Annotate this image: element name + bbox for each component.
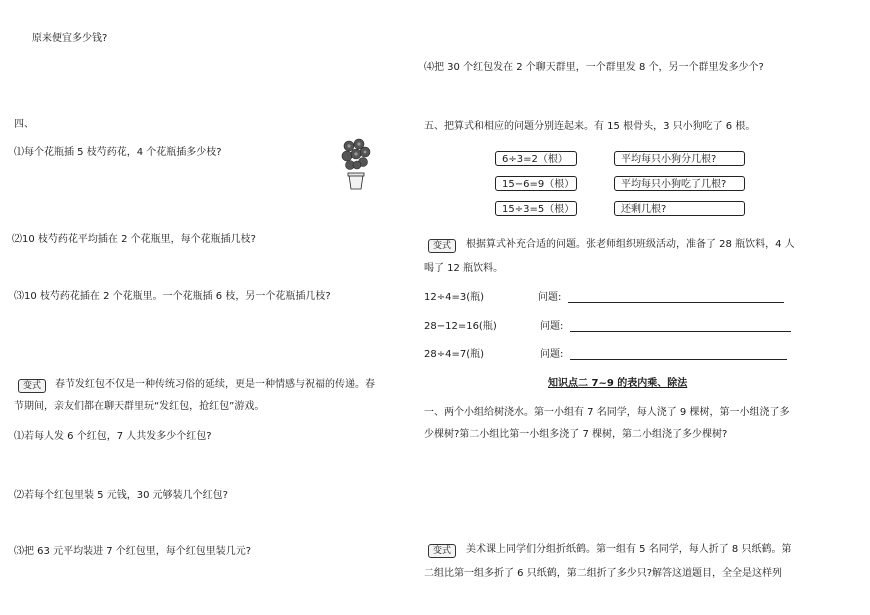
equation-1: 12÷4=3(瓶) xyxy=(424,292,485,303)
formula-box-2: 15−6=9（根） xyxy=(495,176,577,191)
section-one-line1: 一、两个小组给树浇水。第一小组有 7 名同学，每人浇了 9 棵树，第一小组浇了多 xyxy=(424,407,790,418)
answer-line-3[interactable] xyxy=(570,359,787,360)
question-continuation: 原来便宜多少钱? xyxy=(32,33,108,44)
variant2-text-line1: 根据算式补充合适的问题。张老师组织班级活动，准备了 28 瓶饮料，4 人 xyxy=(466,239,795,250)
formula-box-1: 6÷3=2（根） xyxy=(495,151,577,166)
equation-3: 28÷4=7(瓶) xyxy=(424,349,485,360)
question-4-4: ⑷把 30 个红包发在 2 个聊天群里，一个群里发 8 个，另一个群里发多少个? xyxy=(424,62,764,73)
section-five-title: 五、把算式和相应的问题分别连起来。有 15 根骨头，3 只小狗吃了 6 根。 xyxy=(424,121,756,132)
variant3-text-line1: 美术课上同学们分组折纸鹤。第一组有 5 名同学，每人折了 8 只纸鹤。第 xyxy=(466,544,792,555)
formula-box-3: 15÷3=5（根） xyxy=(495,201,577,216)
answer-line-1[interactable] xyxy=(568,302,784,303)
variant-question-1: ⑴若每人发 6 个红包，7 人共发多少个红包? xyxy=(14,431,212,442)
variant-text-line2: 节期间，亲友们都在聊天群里玩“发红包，抢红包”游戏。 xyxy=(14,401,265,412)
question-label-3: 问题: xyxy=(540,349,564,360)
question-4-3: ⑶10 枝芍药花插在 2 个花瓶里。一个花瓶插 6 枝，另一个花瓶插几枝? xyxy=(14,291,331,302)
equation-2: 28−12=16(瓶) xyxy=(424,321,497,332)
question-4-1: ⑴每个花瓶插 5 枝芍药花，4 个花瓶插多少枝? xyxy=(14,147,222,158)
variant-badge-2: 变式 xyxy=(428,239,456,253)
variant-text-line1: 春节发红包不仅是一种传统习俗的延续，更是一种情感与祝福的传递。春 xyxy=(55,379,375,390)
question-label-2: 问题: xyxy=(540,321,564,332)
variant-question-3: ⑶把 63 元平均装进 7 个红包里，每个红包里装几元? xyxy=(14,546,252,557)
variant2-text-line2: 喝了 12 瓶饮料。 xyxy=(424,263,504,274)
answer-line-2[interactable] xyxy=(570,331,791,332)
flower-pot-icon xyxy=(340,137,372,191)
section-one-line2: 少棵树?第二小组比第一小组多浇了 7 棵树，第二小组浇了多少棵树? xyxy=(424,429,728,440)
question-box-2: 平均每只小狗吃了几根? xyxy=(614,176,745,191)
knowledge-point-title: 知识点二 7~9 的表内乘、除法 xyxy=(548,378,688,389)
variant-badge: 变式 xyxy=(18,379,46,393)
question-box-3: 还剩几根? xyxy=(614,201,745,216)
variant-question-2: ⑵若每个红包里装 5 元钱，30 元够装几个红包? xyxy=(14,490,228,501)
variant-badge-3: 变式 xyxy=(428,544,456,558)
question-box-1: 平均每只小狗分几根? xyxy=(614,151,745,166)
variant3-text-line2: 二组比第一组多折了 6 只纸鹤，第二组折了多少只?解答这道题目，全全是这样列 xyxy=(424,568,783,579)
question-label-1: 问题: xyxy=(538,292,562,303)
section-four-title: 四、 xyxy=(14,119,34,130)
question-4-2: ⑵10 枝芍药花平均插在 2 个花瓶里，每个花瓶插几枝? xyxy=(12,234,256,245)
